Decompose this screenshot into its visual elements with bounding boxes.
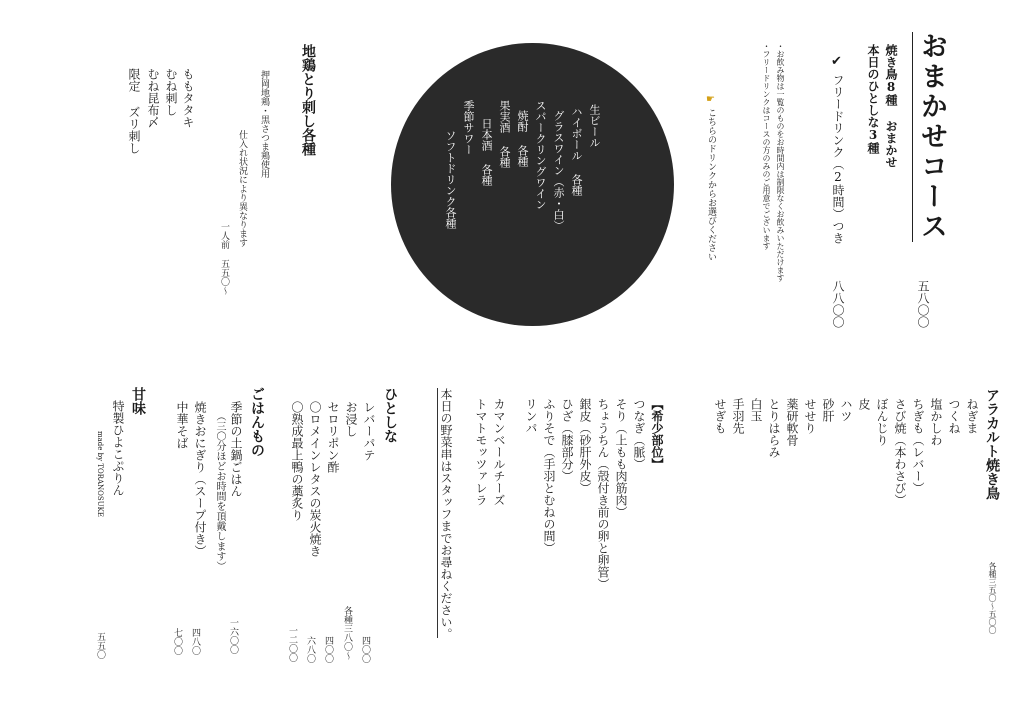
rare-item: ふりそで（手羽とむねの間） <box>542 398 556 554</box>
sashimi-origin: 押岡地鶏・黒さつま鶏使用 <box>259 70 269 178</box>
drink-list <box>440 100 600 231</box>
dessert-item: 特製ひよこぷりん <box>111 400 125 496</box>
hitoshina-price: 各種三八〇〜 <box>342 606 352 660</box>
yakitori-item: 塩かしわ <box>929 398 943 446</box>
hitoshina-item: お浸し <box>344 401 358 437</box>
hitoshina-price: 一二〇〇 <box>287 626 297 662</box>
freedrink-price: 八八〇〇 <box>831 280 845 328</box>
sashimi-item: むね昆布〆 <box>146 68 160 128</box>
yakitori-item: ちぎも（レバー） <box>911 398 925 494</box>
yakitori-item: さび焼（本わさび） <box>893 398 907 506</box>
yakitori-item: 白玉 <box>749 398 763 422</box>
hitoshina-item: 〇熟成最上鴨の藁炙り <box>290 401 304 521</box>
drink-item: ソフトドリンク各種 <box>444 130 457 229</box>
gohan-item: 季節の土鍋ごはん <box>229 401 243 497</box>
freedrink-note-2: ・フリードリンクはコースの方のみのご用意でございます <box>762 42 771 250</box>
gohan-list <box>170 387 264 571</box>
hitoshina-item: レバーパテ <box>362 401 376 461</box>
dessert-price: 五五〇 <box>95 632 105 659</box>
sashimi-price: 一人前 五五〇〜 <box>219 222 229 295</box>
rare-item: そり（上もも肉筋肉） <box>614 398 628 518</box>
yakitori-item: せせり <box>803 398 817 434</box>
alacarte-title: アラカルト焼き鳥 <box>984 388 1000 500</box>
gohan-item: 焼きおにぎり（スープ付き） <box>193 401 207 557</box>
yakitori-item: 手羽先 <box>731 398 745 434</box>
yakitori-item: せぎも <box>713 398 727 434</box>
sashimi-item: むね刺し <box>164 68 178 116</box>
rare-list <box>519 398 663 590</box>
yakitori-item: 砂肝 <box>821 398 835 422</box>
dessert-title: 甘味 <box>130 387 146 415</box>
gohan-title: ごはんもの <box>249 387 265 457</box>
yakitori-item: 薬研軟骨 <box>785 398 799 446</box>
rare-item: ひざ（膝部分） <box>560 398 574 482</box>
check-icon: ✔ <box>831 54 842 69</box>
yakitori-item: つくね <box>947 398 961 434</box>
rare-item: 銀皮（砂肝外皮） <box>578 398 592 494</box>
hitoshina-price: 六八〇 <box>305 636 315 663</box>
drink-item: 果実酒 各種 <box>498 100 511 168</box>
sashimi-title: 地鶏とり刺し各種 <box>300 44 316 156</box>
drink-item: グラスワイン（赤・白） <box>552 110 565 231</box>
hitoshina-item: 〇ロメインレタスの炭火焼き <box>308 401 322 557</box>
rare-title: 【希少部位】 <box>650 398 664 470</box>
gohan-note: （三〇分ほどお時間を頂戴します） <box>214 411 225 571</box>
rare-item: リンパ <box>524 398 538 434</box>
cheese-item: トマトモッツァレラ <box>474 398 488 506</box>
sashimi-item: ももタタキ <box>181 68 195 128</box>
yakitori-item: ぼんじり <box>875 398 889 446</box>
dessert-credit: made by TORANOSUKE <box>96 431 104 517</box>
drink-item: 日本酒 各種 <box>480 118 493 186</box>
drink-item: 生ビール <box>588 104 601 148</box>
gohan-price: 四八〇 <box>190 628 200 655</box>
drink-prompt: こちらのドリンクからお選びください <box>706 108 716 261</box>
yakitori-item: とりはらみ <box>767 398 781 458</box>
rare-item: ちょうちん（殻付き前の卵と卵管） <box>596 398 610 590</box>
gohan-item: 中華そば <box>175 401 189 449</box>
cheese-item: カマンベールチーズ <box>492 398 506 506</box>
hitoshina-title: ひとしな <box>382 387 398 443</box>
freedrink-note-1: ・お飲み物は一覧のものをお時間内は制限なくお飲みいただけます <box>776 42 785 282</box>
course-title: おまかせコース <box>912 32 945 242</box>
course-price: 五八〇〇 <box>916 280 930 328</box>
hitoshina-item: セロリポン酢 <box>326 401 340 473</box>
yakitori-item: ハツ <box>839 398 853 422</box>
gohan-price: 一六〇〇 <box>228 618 238 654</box>
rare-item: つなぎ（脈） <box>632 398 646 470</box>
cheese-list <box>469 398 505 506</box>
yakitori-item: 皮 <box>857 398 871 410</box>
alacarte-price: 各種三五〇〜五〇〇 <box>988 562 997 634</box>
drink-item: 季節サワー <box>462 100 475 155</box>
pointing-hand-icon: ☛ <box>706 94 715 105</box>
sashimi-item: 限定 ズリ刺し <box>127 68 141 154</box>
course-subtitle-2: 本日のひとしな3種 <box>866 44 880 154</box>
yakitori-item: ねぎま <box>965 398 979 434</box>
course-subtitle-1: 焼き鳥8種 おまかせ <box>884 44 898 168</box>
drink-item: ハイボール 各種 <box>570 106 583 196</box>
veg-note: 本日の野菜串はスタッフまでお尋ねください。 <box>439 388 453 640</box>
sashimi-note: 仕入れ状況により異なります <box>237 130 247 247</box>
drink-item: スパークリングワイン <box>534 100 547 210</box>
hitoshina-price: 四〇〇 <box>360 636 370 663</box>
alacarte-list <box>708 398 978 506</box>
hitoshina-list <box>285 387 397 557</box>
gohan-price: 七〇〇 <box>172 628 182 655</box>
hitoshina-price: 四〇〇 <box>323 636 333 663</box>
drink-item: 焼酎 各種 <box>516 110 529 167</box>
freedrink-label: フリードリンク（2時間）つき <box>831 74 845 244</box>
